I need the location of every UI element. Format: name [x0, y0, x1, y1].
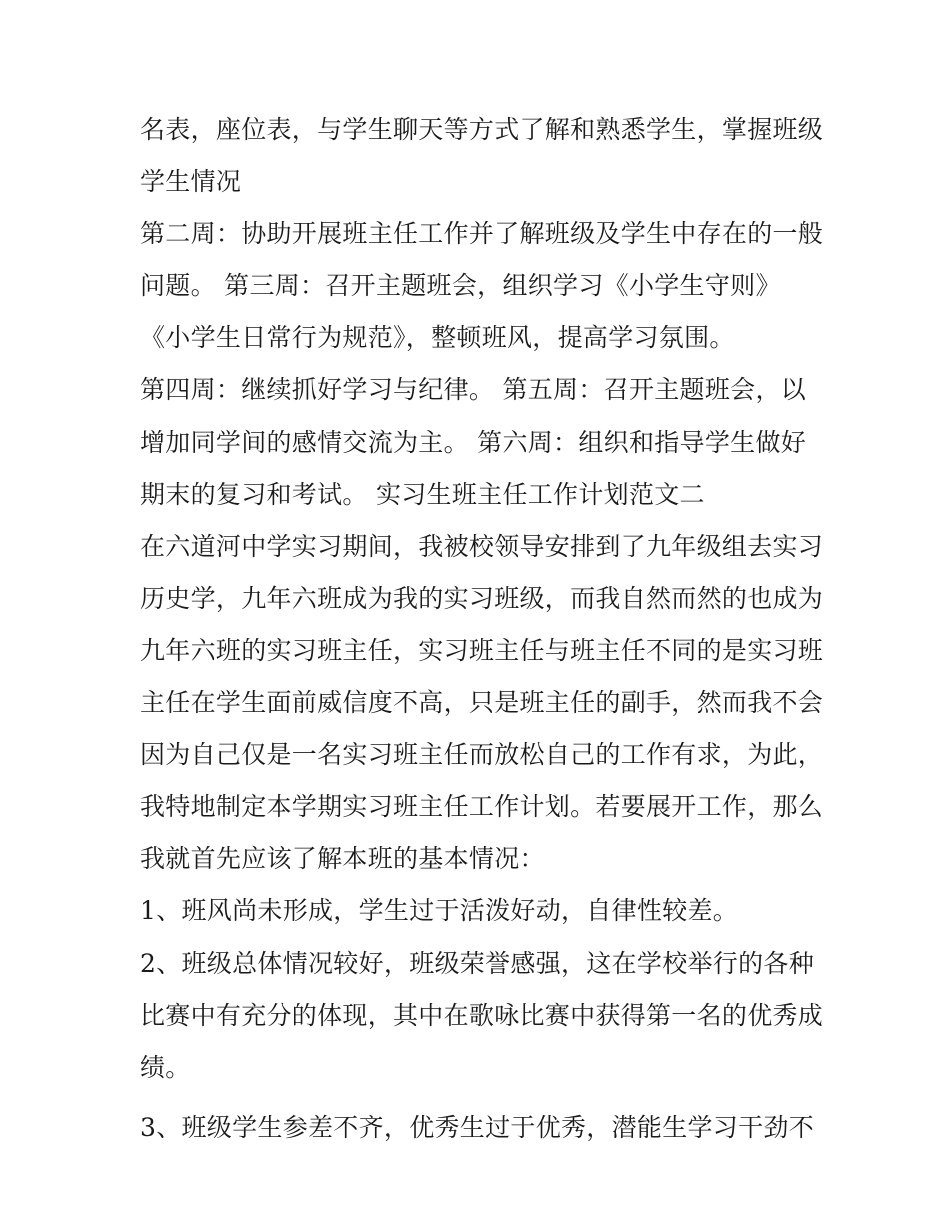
list-item-2: 2、班级总体情况较好，班级荣誉感强，这在学校举行的各种	[140, 948, 815, 978]
text-line: 因为自己仅是一名实习班主任而放松自己的工作有求，为此，	[140, 740, 824, 770]
text-line: 绩。	[140, 1052, 191, 1082]
text-line: 《小学生日常行为规范》，整顿班风，提高学习氛围。	[140, 323, 735, 353]
text-line: 第二周：协助开展班主任工作并了解班级及学生中存在的一般	[140, 219, 824, 249]
text-line: 学生情况	[140, 167, 242, 197]
list-item-1: 1、班风尚未形成，学生过于活泼好动，自律性较差。	[140, 896, 739, 926]
text-line: 名表，座位表，与学生聊天等方式了解和熟悉学生，掌握班级	[140, 115, 824, 144]
text-line: 第四周：继续抓好学习与纪律。 第五周：召开主题班会，以	[140, 375, 807, 405]
paragraph-gap	[140, 1094, 830, 1102]
document-body	[140, 104, 830, 1154]
text-line: 九年六班的实习班主任，实习班主任与班主任不同的是实习班	[140, 635, 824, 665]
text-line: 我特地制定本学期实习班主任工作计划。若要展开工作，那么	[140, 792, 824, 822]
text-line: 增加同学间的感情交流为主。 第六周：组织和指导学生做好	[140, 427, 807, 457]
text-line: 问题。 第三周：召开主题班会，组织学习《小学生守则》	[140, 271, 781, 301]
text-line: 历史学，九年六班成为我的实习班级，而我自然而然的也成为	[140, 583, 824, 613]
text-line: 在六道河中学实习期间，我被校领导安排到了九年级组去实习	[140, 531, 824, 561]
text-line: 主任在学生面前威信度不高，只是班主任的副手，然而我不会	[140, 688, 824, 718]
text-line: 比赛中有充分的体现，其中在歌咏比赛中获得第一名的优秀成	[140, 1000, 824, 1030]
list-item-3: 3、班级学生参差不齐，优秀生过于优秀，潜能生学习干劲不	[140, 1112, 815, 1142]
text-line: 我就首先应该了解本班的基本情况：	[140, 844, 545, 874]
text-line: 期末的复习和考试。 实习生班主任工作计划范文二	[140, 479, 705, 509]
